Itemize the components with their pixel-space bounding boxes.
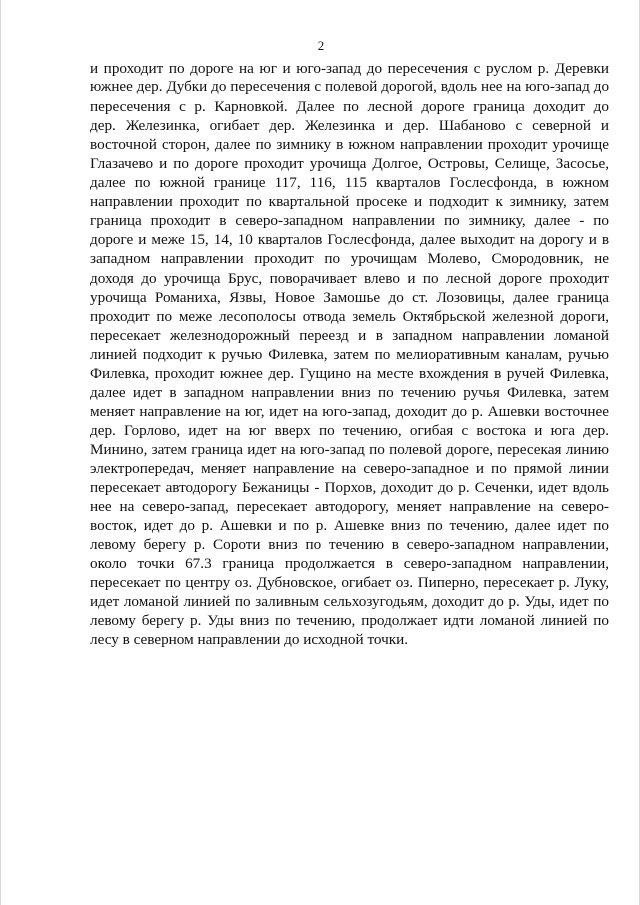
text-line: дер. Железинка, огибает дер. Железинка и дер. Шабаново с северной и — [90, 117, 609, 135]
text-line: направлении проходит по квартальной просеке и подходит к зимнику, затем — [90, 193, 609, 211]
text-line: нее на северо-запад, пересекает автодорогу, меняет направление на северо- — [90, 498, 609, 516]
body-text — [90, 59, 609, 649]
text-line: идет ломаной линией по заливным сельхозугодьям, доходит до р. Уды, идет по — [90, 593, 609, 611]
text-line: левому берегу р. Уды вниз по течению, продолжает идти ломаной линией по — [90, 612, 609, 630]
text-line: западном направлении проходит по урочищам Молево, Смородовник, не — [90, 250, 609, 268]
text-line: доходя до урочища Брус, поворачивает влево и по лесной дороге проходит — [90, 269, 609, 287]
text-line: Филевка, проходит южнее дер. Гущино на месте вхождения в ручей Филевка, — [90, 364, 609, 382]
text-line: проходит по меже лесополосы отвода земель Октябрьской железной дороги, — [90, 307, 609, 325]
text-line: левому берегу р. Сороти вниз по течению в северо-западном направлении, — [90, 536, 609, 554]
text-line: восток, идет до р. Ашевки и по р. Ашевке вниз по течению, далее идет по — [90, 517, 609, 535]
text-line: меняет направление на юг, идет на юго-запад, доходит до р. Ашевки восточнее — [90, 402, 609, 420]
text-line: далее по южной границе 117, 116, 115 кварталов Гослесфонда, в южном — [90, 174, 609, 192]
text-line: граница проходит в северо-западном направлении по зимнику, далее - по — [90, 212, 609, 230]
page-number: 2 — [317, 38, 325, 53]
text-line: Минино, затем граница идет на юго-запад по полевой дороге, пересекая линию — [90, 440, 609, 458]
text-line: и проходит по дороге на юг и юго-запад до пересечения с руслом р. Деревки — [90, 60, 609, 77]
text-line: Глазачево и по дороге проходит урочища Долгое, Островы, Селище, Засосье, — [90, 155, 609, 173]
text-line: линией подходит к ручью Филевка, затем по мелиоративным каналам, ручью — [90, 345, 609, 363]
text-line: пересекает железнодорожный переезд и в западном направлении ломаной — [90, 326, 609, 344]
text-line: далее идет в западном направлении вниз по течению ручья Филевка, затем — [90, 383, 609, 401]
text-line: лесу в северном направлении до исходной точки. — [90, 631, 409, 649]
text-line: дер. Горлово, идет на юг вверх по течению, огибая с востока и юга дер. — [90, 421, 609, 439]
text-line: урочища Романиха, Язвы, Новое Замошье до ст. Лозовицы, далее граница — [90, 288, 609, 306]
text-line: пересекает по центру оз. Дубновское, огибает оз. Пиперно, пересекает р. Луку, — [90, 574, 609, 592]
text-line: пересекает автодорогу Бежаницы - Порхов, доходит до р. Сеченки, идет вдоль — [90, 479, 609, 497]
text-line: пересечения с р. Карновкой. Далее по лесной дороге граница доходит до — [90, 98, 609, 116]
text-line: южнее дер. Дубки до пересечения с полевой дорогой, вдоль нее на юго-запад до — [90, 79, 609, 96]
text-line: восточной сторон, далее по зимнику в южном направлении проходит урочище — [90, 136, 609, 154]
text-line: около точки 67.3 граница продолжается в северо-западном направлении, — [90, 555, 609, 573]
text-line: дороге и меже 15, 14, 10 кварталов Гослесфонда, далее выходит на дорогу и в — [90, 231, 609, 249]
text-line: электропередач, меняет направление на северо-западное и по прямой линии — [90, 459, 609, 477]
